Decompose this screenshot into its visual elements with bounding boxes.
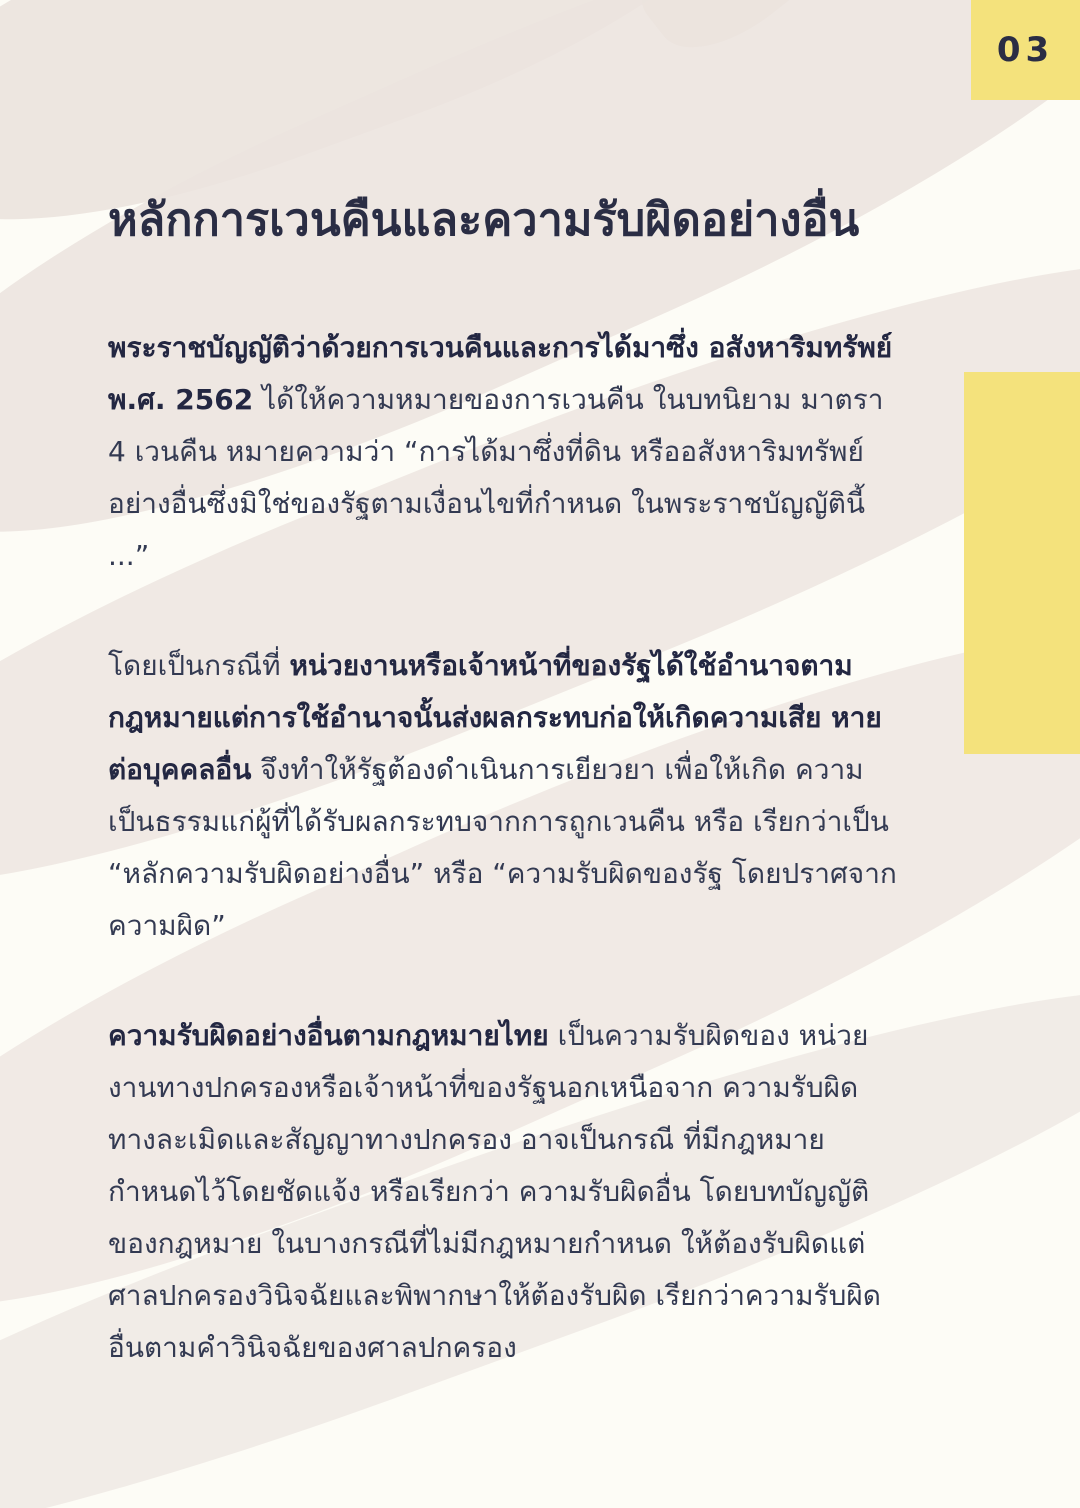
- paragraph-thai-law-liability: [108, 1010, 898, 1374]
- paragraph-intro: โดยเป็นกรณีที่: [108, 649, 290, 682]
- paragraph-lead-bold: พระราชบัญญัติว่าด้วยการเวนคืนและการได้มาซึ่ง อสังหาริมทรัพย์ พ.ศ. 2562: [108, 331, 893, 416]
- paragraph-state-liability: [108, 640, 898, 952]
- paragraph-bold-phrase: หน่วยงานหรือเจ้าหน้าที่ของรัฐได้ใช้อำนาจตาม กฎหมายแต่การใช้อำนาจนั้นส่งผลกระทบก่อให้เกิดความเสีย หายต่อบุคคลอื่น: [108, 649, 882, 786]
- paragraph-expropriation-definition: [108, 322, 898, 582]
- paragraph-text: เป็นความรับผิดของ หน่วยงานทางปกครองหรือเจ้าหน้าที่ของรัฐนอกเหนือจาก ความรับผิดทางละเมิดและสัญญาทางปกครอง อาจเป็นกรณี ที่มีกฎหมายกำหนดไว้โดยชัดแจ้ง หรือเรียกว่า ความรับผิดอื่น โดยบทบัญญัติของกฎหมาย ในบางกรณีที่ไม่มีกฎหมายกำหนด ให้ต้องรับผิดแต่ศาลปกครองวินิจฉัยและพิพากษาให้ต้องรับผิด เรียกว่าความรับผิดอื่นตามคำวินิจฉัยของศาลปกครอง: [108, 1019, 881, 1364]
- page-title: หลักการเวนคืนและความรับผิดอย่างอื่น: [108, 193, 860, 246]
- paragraph-text: จึงทำให้รัฐต้องดำเนินการเยียวยา เพื่อให้เกิด ความเป็นธรรมแก่ผู้ที่ได้รับผลกระทบจากการถูกเวนคืน หรือ เรียกว่าเป็น “หลักความรับผิดอย่างอื่น” หรือ “ความรับผิดของรัฐ โดยปราศจากความผิด”: [108, 753, 897, 942]
- paragraph-text: ได้ให้ความหมายของการเวนคืน ในบทนิยาม มาตรา 4 เวนคืน หมายความว่า “การได้มาซึ่งที่ดิน หรืออสังหาริมทรัพย์อย่างอื่นซึ่งมิใช่ของรัฐตามเงื่อนไขที่กำหนด ในพระราชบัญญัตินี้ ...”: [108, 383, 884, 572]
- side-accent-bar: [964, 372, 1080, 754]
- paragraph-lead-bold: ความรับผิดอย่างอื่นตามกฎหมายไทย: [108, 1019, 549, 1052]
- page-number-badge: [971, 0, 1080, 100]
- page-number: 03: [996, 30, 1055, 70]
